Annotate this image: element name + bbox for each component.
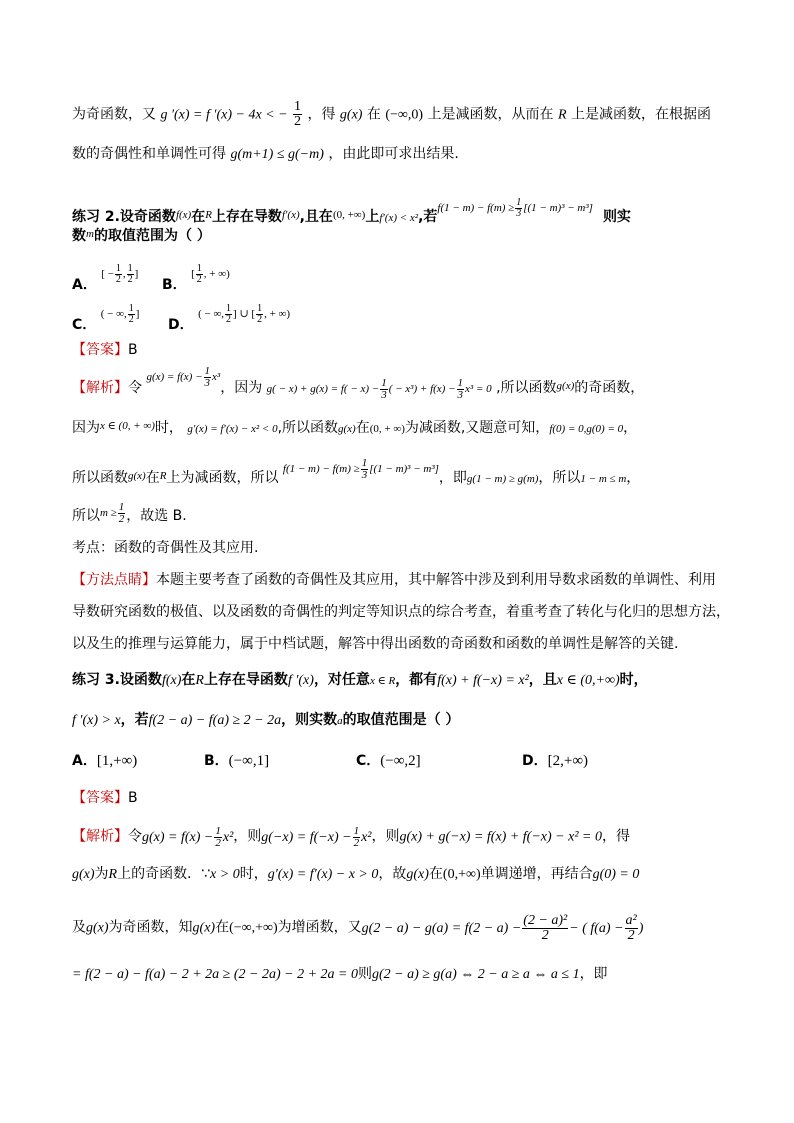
- formula: f(0) = 0,g(0) = 0: [549, 423, 624, 435]
- text: 时，: [619, 672, 648, 688]
- formula: [142, 825, 234, 849]
- formula: (0, +∞): [332, 209, 366, 222]
- ex2-option-c[interactable]: [72, 302, 140, 333]
- formula-part: x³ = 0: [465, 383, 492, 396]
- fraction: [196, 264, 203, 285]
- formula: a: [337, 715, 343, 727]
- fraction: [625, 914, 638, 943]
- text: 单调递增，再结合: [480, 866, 593, 882]
- text: ，即: [438, 470, 467, 487]
- text: 本题主要考查了函数的奇偶性及其应用，其中解答中涉及到利用导数求函数的单调性、利用: [156, 572, 716, 588]
- formula: R: [195, 673, 204, 688]
- ex3-option-a[interactable]: [72, 750, 137, 770]
- text: 上是减函数，在根据函: [570, 106, 711, 123]
- formula: g(x): [406, 867, 429, 882]
- text: 上: [365, 209, 380, 226]
- text: 上存在导函数: [203, 672, 288, 688]
- formula-part: [(1 − m)³ − m³]: [523, 202, 593, 215]
- ex3-option-b[interactable]: [204, 750, 269, 770]
- formula: f′(x): [281, 209, 300, 222]
- text: 则: [357, 966, 372, 982]
- text: 在: [366, 106, 381, 123]
- text: ，: [626, 470, 641, 487]
- fraction: [127, 264, 134, 285]
- formula: [266, 377, 492, 401]
- text: ,且在: [299, 209, 333, 226]
- option-label: A．: [72, 277, 97, 293]
- answer-value: B: [128, 342, 138, 358]
- text: ，得: [307, 106, 336, 123]
- text: 为奇函数，又: [72, 106, 156, 123]
- ex3-option-d[interactable]: [522, 750, 588, 770]
- fraction-num: 1: [381, 377, 387, 389]
- text: ,所以函数: [496, 380, 557, 397]
- formula: x ∈ (0,+∞): [556, 673, 620, 688]
- fraction-den: 2: [257, 313, 263, 325]
- text: 在: [181, 672, 196, 688]
- text: ,所以函数: [277, 420, 339, 436]
- ex2-answer: [72, 342, 138, 359]
- formula: f ′(x) > x: [72, 713, 121, 728]
- fraction-den: 3: [204, 377, 211, 389]
- fraction-num: 1: [128, 302, 134, 314]
- formula: g(x): [338, 423, 356, 435]
- fraction: [128, 304, 135, 325]
- text: ，: [623, 420, 638, 436]
- formula: [100, 501, 126, 525]
- formula-part: [ −: [101, 268, 114, 280]
- fraction-den: 3: [361, 469, 368, 481]
- formula-part: x²: [361, 829, 372, 845]
- ex3-jx-2: [72, 866, 639, 884]
- text: 时，: [154, 420, 183, 436]
- fraction-num: a²: [625, 913, 637, 928]
- text: ，且: [528, 672, 557, 688]
- fraction-den: 2: [128, 313, 134, 325]
- formula: x ∈ (0, + ∞): [100, 420, 155, 432]
- text: ，故选 B.: [126, 508, 187, 525]
- text: 上的奇函数．∵: [117, 866, 211, 882]
- option-value: [ − $\frac{1}{2}$ , $\frac{1}{2}$ ]: [101, 262, 139, 285]
- formula: x ∈ R: [369, 675, 396, 687]
- option-label: D．: [168, 317, 194, 333]
- text: 练习 3.设函数: [72, 672, 162, 688]
- formula-part: m ≥: [100, 507, 117, 520]
- fraction: [515, 198, 522, 219]
- formula: [261, 825, 372, 849]
- formula-part: ( − ∞,: [100, 308, 127, 320]
- fraction-num: 1: [361, 457, 368, 469]
- text: 令: [128, 380, 142, 397]
- formula-part: g(−x) = f(−x) −: [261, 829, 352, 845]
- ex2-method-2: 导数研究函数的极值、以及函数的奇偶性的判定等知识点的综合考查，着重考查了转化与化归的思想方法，: [72, 604, 730, 620]
- text: ，则: [371, 828, 400, 845]
- formula: g(x): [192, 920, 216, 936]
- formula: f(x): [161, 673, 182, 688]
- text: 因为: [72, 420, 100, 436]
- formula: [361, 913, 644, 943]
- option-value: (−∞,2]: [380, 753, 421, 769]
- formula: = f(2 − a) − f(a) − 2 + 2a ≥ (2 − 2a) − 2 + 2a = 0: [72, 967, 358, 982]
- fraction: [380, 378, 388, 401]
- formula-part: f(1 − m) − f(m) ≥: [282, 463, 360, 476]
- ex2-option-a[interactable]: [72, 262, 139, 293]
- prev-line-1: [72, 100, 711, 129]
- fraction: [353, 826, 361, 849]
- fraction-den: 2: [115, 273, 121, 285]
- formula: R: [557, 107, 567, 123]
- formula: g(2 − a) ≥ g(a) ⇔ 2 − a ≥ a ⇔ a ≤ 1: [371, 967, 580, 982]
- formula: g′(x) = f′(x) − x² < 0: [187, 423, 278, 435]
- prev-line-2: [72, 146, 459, 164]
- option-label: B．: [204, 753, 229, 769]
- formula: x > 0: [210, 867, 240, 882]
- formula: g(x) + g(−x) = f(x) + f(−x) − x² = 0: [399, 829, 602, 845]
- formula: m: [86, 228, 94, 240]
- fraction-num: 1: [257, 302, 263, 314]
- text: 的取值范围是（ ）: [342, 712, 460, 728]
- text: ，则实数: [281, 712, 338, 728]
- option-label: D．: [522, 753, 548, 769]
- ex2-method-3: 以及生的推理与运算能力，属于中档试题，解答中得出函数的奇函数和函数的单调性是解答的关键.: [72, 636, 679, 652]
- formula: [146, 365, 221, 389]
- formula: f(2 − a) − f(a) ≥ 2 − 2a: [148, 713, 282, 728]
- formula-part: g(x) = f(x) −: [146, 371, 203, 384]
- fraction-num: 1: [215, 825, 221, 837]
- option-label: C．: [72, 317, 97, 333]
- text: ，得: [601, 828, 630, 845]
- text: ,若: [418, 209, 438, 226]
- text: 时，: [239, 866, 268, 882]
- ex2-jx-3: [72, 457, 641, 491]
- fraction-num: 1: [115, 262, 121, 274]
- text: 在: [191, 209, 206, 226]
- formula: f ′(x): [287, 673, 314, 688]
- fraction: [361, 458, 369, 481]
- fraction-den: 2: [215, 837, 221, 849]
- formula: (0, + ∞): [369, 423, 405, 435]
- fraction-num: 1: [118, 501, 125, 513]
- ex3-jx-3: [72, 914, 643, 943]
- ex3-option-c[interactable]: [356, 750, 421, 770]
- text: 所以函数: [72, 470, 128, 487]
- option-label: B．: [162, 277, 187, 293]
- option-label: A．: [72, 753, 97, 769]
- ex2-option-b[interactable]: [162, 262, 230, 293]
- fraction: [256, 304, 263, 325]
- formula: R: [159, 470, 167, 483]
- text: 的取值范围为（ ）: [93, 228, 211, 244]
- formula: [437, 197, 593, 219]
- formula-part: ): [638, 920, 644, 936]
- formula-part: ( − x³) + f(x) −: [388, 383, 456, 396]
- formula: g(x): [128, 470, 146, 483]
- formula: g(1 − m) ≥ g(m): [466, 473, 539, 486]
- formula-part: x³: [212, 371, 221, 384]
- fraction: [522, 914, 568, 943]
- text: 为奇函数，知: [108, 919, 193, 936]
- text: ，则: [233, 828, 262, 845]
- text: 练习 2.设奇函数: [72, 209, 176, 226]
- text: 数: [72, 228, 86, 244]
- fraction-num: 1: [516, 197, 522, 208]
- text: 在: [428, 866, 443, 882]
- fraction: [214, 826, 222, 849]
- formula: g(x): [556, 380, 575, 393]
- formula: (0,+∞): [442, 867, 481, 882]
- fraction-num: 1: [294, 99, 301, 114]
- formula-part: g(x) = f(x) −: [142, 829, 214, 845]
- fraction: [225, 304, 232, 325]
- option-value: [198, 302, 291, 325]
- ex2-method-1: [72, 572, 716, 589]
- fraction-den: 2: [627, 928, 635, 943]
- fraction: [457, 378, 465, 401]
- formula: f(x): [175, 209, 192, 222]
- exercise-2-title: [72, 198, 631, 226]
- text: 为减函数,又题意可知，: [404, 420, 550, 436]
- fraction: [293, 100, 302, 129]
- fraction-den: 2: [127, 273, 133, 285]
- text: 在: [355, 420, 370, 436]
- formula: (−∞,+∞): [229, 920, 278, 936]
- formula: g ′(x) = f ′(x) − 4x < −: [160, 107, 288, 123]
- exercise-3-title-2: [72, 712, 459, 730]
- formula-part: , + ∞): [203, 268, 230, 280]
- formula: 1 − m ≤ m: [580, 473, 627, 486]
- fraction-den: 3: [381, 389, 387, 401]
- text: 的奇函数，: [574, 380, 645, 397]
- ex3-jx-4: [72, 966, 608, 984]
- exercise-2-title-2: [72, 228, 211, 245]
- fraction-den: 2: [196, 273, 202, 285]
- text: 上为减函数，所以: [166, 470, 279, 487]
- formula-part: g( − x) + g(x) = f( − x) −: [266, 383, 380, 396]
- text: 为增函数，又: [277, 919, 362, 936]
- text: ，即: [579, 966, 608, 982]
- formula: g(m+1) ≤ g(−m): [230, 147, 324, 162]
- text: ，所以: [538, 470, 581, 487]
- option-label: C．: [356, 753, 381, 769]
- formula: g(x): [339, 107, 363, 123]
- formula: [282, 457, 439, 481]
- text: ，故: [378, 866, 407, 882]
- formula: (−∞,0): [385, 107, 424, 123]
- text: 上是减函数，从而在: [427, 106, 554, 123]
- text: ，对任意: [313, 672, 370, 688]
- formula: g(x): [86, 920, 109, 936]
- formula: f(x) + f(−x) = x²: [437, 673, 529, 688]
- analysis-tag: 【解析】: [72, 828, 128, 845]
- text: 上存在导数: [211, 209, 282, 226]
- formula-part: f(1 − m) − f(m) ≥: [437, 202, 515, 215]
- text: 及: [72, 919, 86, 936]
- formula-part: − ( f(a) −: [569, 920, 624, 936]
- text: 则实: [602, 209, 631, 226]
- exercise-3-title: [72, 672, 648, 690]
- formula-part: g(2 − a) − g(a) = f(2 − a) −: [361, 920, 522, 936]
- answer-value: B: [128, 790, 138, 806]
- ex2-jx-1: [72, 365, 645, 401]
- fraction: [118, 502, 126, 525]
- formula: g(0) = 0: [592, 867, 640, 882]
- fraction-num: 1: [226, 302, 232, 314]
- option-value: ( − ∞, $\frac{1}{2}$ ]: [100, 302, 140, 325]
- formula-part: x²: [222, 829, 234, 845]
- fraction: [204, 366, 212, 389]
- ex3-answer: [72, 790, 138, 807]
- fraction-den: 2: [294, 114, 301, 129]
- answer-tag: 【答案】: [72, 790, 128, 806]
- formula: f′(x) < x²: [379, 212, 419, 225]
- fraction: [115, 264, 122, 285]
- fraction-num: 1: [204, 365, 211, 377]
- fraction-den: 2: [541, 928, 549, 943]
- fraction-num: 1: [196, 262, 202, 274]
- answer-tag: 【答案】: [72, 342, 128, 358]
- text: ，若: [120, 712, 149, 728]
- fraction-num: 1: [353, 825, 360, 837]
- fraction-num: 1: [127, 262, 133, 274]
- text: 所以: [72, 508, 100, 525]
- formula-part: [(1 − m)³ − m³]: [369, 463, 439, 476]
- text: 令: [128, 828, 142, 845]
- formula: g′(x) = f′(x) − x > 0: [267, 867, 379, 882]
- text: 在: [145, 470, 160, 487]
- option-value: [ $\frac{1}{2}$ , + ∞): [191, 262, 230, 285]
- text: ，因为: [220, 380, 263, 397]
- ex2-kaodian: 考点：函数的奇偶性及其应用.: [72, 540, 259, 556]
- option-value: [2,+∞): [547, 753, 589, 769]
- formula: R: [108, 867, 118, 882]
- fraction-den: 3: [516, 208, 522, 219]
- option-value: (−∞,1]: [228, 753, 270, 769]
- text: 为: [94, 866, 109, 882]
- fraction-den: 2: [353, 837, 360, 849]
- ex3-jx-1: [72, 826, 630, 849]
- ex2-option-d[interactable]: [168, 302, 291, 333]
- method-tag: 【方法点睛】: [72, 572, 156, 588]
- text: ，都有: [395, 672, 438, 688]
- formula-part: , + ∞): [264, 308, 291, 320]
- formula: R: [205, 209, 212, 222]
- formula-part: ( − ∞,: [198, 308, 225, 320]
- ex2-jx-2: [72, 420, 637, 437]
- option-value: [1,+∞): [96, 753, 138, 769]
- formula: g(x): [72, 867, 95, 882]
- ex2-jx-4: [72, 501, 187, 529]
- formula-part: ] ∪ [: [233, 308, 256, 320]
- text: ，由此即可求出结果.: [328, 146, 459, 162]
- analysis-tag: 【解析】: [72, 380, 128, 397]
- text: 数的奇偶性和单调性可得: [72, 146, 226, 162]
- text: 在: [215, 919, 230, 936]
- fraction-num: (2 − a)²: [523, 913, 568, 928]
- fraction-den: 2: [118, 513, 125, 525]
- fraction-den: 2: [226, 313, 232, 325]
- fraction-num: 1: [457, 377, 464, 389]
- fraction-den: 3: [457, 389, 464, 401]
